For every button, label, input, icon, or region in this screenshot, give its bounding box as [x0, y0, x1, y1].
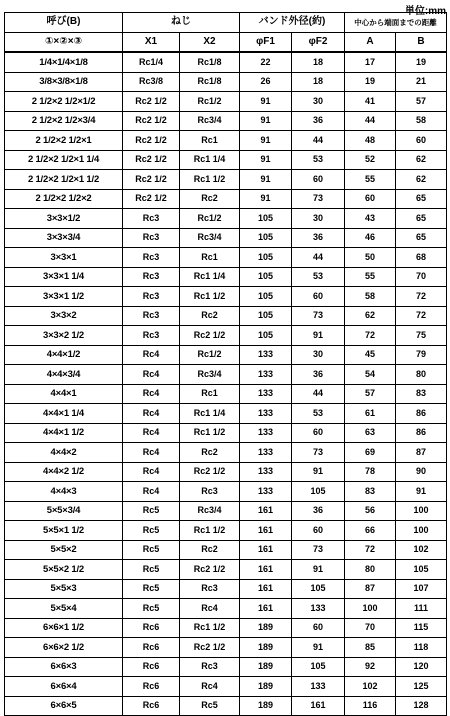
cell-f1: 22 [240, 52, 292, 72]
cell-name: 3×3×1 1/4 [5, 267, 123, 287]
cell-name: 6×6×4 [5, 677, 123, 697]
cell-a: 66 [345, 521, 396, 541]
table-row [5, 92, 447, 112]
cell-f1: 189 [240, 638, 292, 658]
cell-a: 46 [345, 228, 396, 248]
cell-a: 19 [345, 72, 396, 92]
cell-a: 61 [345, 404, 396, 424]
header-x1: X1 [123, 32, 180, 52]
cell-f2: 30 [292, 345, 345, 365]
cell-b: 100 [396, 521, 447, 541]
cell-b: 115 [396, 618, 447, 638]
table-row [5, 111, 447, 131]
cell-name: 4×4×1 1/2 [5, 423, 123, 443]
cell-b: 58 [396, 111, 447, 131]
cell-name: 5×5×4 [5, 599, 123, 619]
cell-x1: Rc2 1/2 [123, 189, 180, 209]
cell-x1: Rc6 [123, 677, 180, 697]
cell-b: 62 [396, 170, 447, 190]
table-row [5, 404, 447, 424]
cell-f1: 161 [240, 521, 292, 541]
table-row [5, 579, 447, 599]
header-name: 呼び(B) [5, 13, 123, 33]
cell-f2: 44 [292, 131, 345, 151]
cell-x2: Rc2 1/2 [180, 638, 240, 658]
cell-x2: Rc1 1/4 [180, 150, 240, 170]
cell-name: 5×5×1 1/2 [5, 521, 123, 541]
cell-x1: Rc4 [123, 482, 180, 502]
cell-b: 86 [396, 404, 447, 424]
cell-x2: Rc1 [180, 384, 240, 404]
table-row [5, 72, 447, 92]
cell-name: 4×4×3 [5, 482, 123, 502]
cell-x1: Rc2 1/2 [123, 111, 180, 131]
cell-name: 4×4×2 1/2 [5, 462, 123, 482]
cell-x2: Rc3/4 [180, 111, 240, 131]
cell-f1: 189 [240, 696, 292, 716]
cell-name: 1/4×1/4×1/8 [5, 52, 123, 72]
cell-f1: 133 [240, 404, 292, 424]
cell-x2: Rc3/4 [180, 365, 240, 385]
cell-a: 45 [345, 345, 396, 365]
cell-x2: Rc4 [180, 599, 240, 619]
table-row [5, 657, 447, 677]
cell-f1: 189 [240, 657, 292, 677]
header-b: B [396, 32, 447, 52]
cell-name: 6×6×2 1/2 [5, 638, 123, 658]
cell-x1: Rc5 [123, 521, 180, 541]
cell-f1: 105 [240, 267, 292, 287]
cell-f1: 189 [240, 618, 292, 638]
cell-name: 4×4×1/2 [5, 345, 123, 365]
cell-x1: Rc3 [123, 248, 180, 268]
cell-b: 125 [396, 677, 447, 697]
cell-f1: 189 [240, 677, 292, 697]
cell-f2: 133 [292, 599, 345, 619]
cell-x2: Rc2 [180, 306, 240, 326]
cell-a: 52 [345, 150, 396, 170]
cell-b: 65 [396, 228, 447, 248]
cell-f2: 60 [292, 521, 345, 541]
cell-x1: Rc1/4 [123, 52, 180, 72]
cell-x2: Rc2 1/2 [180, 560, 240, 580]
cell-f2: 44 [292, 384, 345, 404]
cell-f1: 91 [240, 92, 292, 112]
cell-a: 55 [345, 170, 396, 190]
cell-a: 43 [345, 209, 396, 229]
cell-f2: 133 [292, 677, 345, 697]
cell-f2: 91 [292, 326, 345, 346]
table-row [5, 306, 447, 326]
cell-b: 118 [396, 638, 447, 658]
table-row [5, 345, 447, 365]
cell-x2: Rc3 [180, 657, 240, 677]
cell-x1: Rc4 [123, 443, 180, 463]
cell-f2: 73 [292, 306, 345, 326]
cell-f2: 53 [292, 267, 345, 287]
cell-a: 54 [345, 365, 396, 385]
cell-b: 107 [396, 579, 447, 599]
cell-f2: 44 [292, 248, 345, 268]
cell-f2: 91 [292, 560, 345, 580]
cell-b: 75 [396, 326, 447, 346]
cell-b: 65 [396, 189, 447, 209]
cell-name: 3×3×1 1/2 [5, 287, 123, 307]
cell-f1: 105 [240, 287, 292, 307]
cell-x1: Rc2 1/2 [123, 131, 180, 151]
cell-x2: Rc2 [180, 540, 240, 560]
table-row [5, 677, 447, 697]
cell-f2: 105 [292, 579, 345, 599]
cell-a: 69 [345, 443, 396, 463]
cell-f2: 105 [292, 482, 345, 502]
cell-x2: Rc2 1/2 [180, 326, 240, 346]
cell-x2: Rc1 1/4 [180, 404, 240, 424]
cell-a: 100 [345, 599, 396, 619]
cell-a: 72 [345, 326, 396, 346]
cell-x2: Rc2 [180, 189, 240, 209]
cell-f2: 36 [292, 228, 345, 248]
cell-b: 65 [396, 209, 447, 229]
table-row [5, 560, 447, 580]
cell-f1: 105 [240, 306, 292, 326]
cell-f2: 73 [292, 189, 345, 209]
cell-x2: Rc2 1/2 [180, 462, 240, 482]
cell-x2: Rc3/4 [180, 228, 240, 248]
cell-f2: 60 [292, 618, 345, 638]
table-row [5, 170, 447, 190]
cell-b: 120 [396, 657, 447, 677]
cell-x2: Rc1 1/4 [180, 267, 240, 287]
cell-x2: Rc1 1/2 [180, 521, 240, 541]
cell-f1: 91 [240, 189, 292, 209]
cell-name: 2 1/2×2 1/2×3/4 [5, 111, 123, 131]
cell-x2: Rc3 [180, 482, 240, 502]
cell-f2: 36 [292, 111, 345, 131]
table-row [5, 599, 447, 619]
cell-x1: Rc6 [123, 657, 180, 677]
cell-b: 105 [396, 560, 447, 580]
cell-a: 17 [345, 52, 396, 72]
cell-x2: Rc1/8 [180, 72, 240, 92]
table-row [5, 521, 447, 541]
cell-a: 85 [345, 638, 396, 658]
cell-name: 3×3×2 1/2 [5, 326, 123, 346]
cell-name: 5×5×3/4 [5, 501, 123, 521]
header-band-diameter: バンド外径(約) [240, 13, 345, 33]
cell-f2: 36 [292, 501, 345, 521]
cell-f2: 53 [292, 150, 345, 170]
cell-x1: Rc2 1/2 [123, 92, 180, 112]
cell-b: 128 [396, 696, 447, 716]
cell-f1: 133 [240, 365, 292, 385]
cell-x1: Rc3 [123, 287, 180, 307]
cell-f2: 60 [292, 170, 345, 190]
cell-b: 68 [396, 248, 447, 268]
table-row [5, 365, 447, 385]
cell-name: 3/8×3/8×1/8 [5, 72, 123, 92]
cell-x1: Rc3 [123, 209, 180, 229]
cell-a: 78 [345, 462, 396, 482]
cell-x2: Rc3 [180, 579, 240, 599]
cell-a: 83 [345, 482, 396, 502]
cell-b: 91 [396, 482, 447, 502]
cell-x1: Rc4 [123, 462, 180, 482]
cell-f2: 60 [292, 287, 345, 307]
table-row [5, 287, 447, 307]
cell-f1: 133 [240, 462, 292, 482]
table-row [5, 540, 447, 560]
table-row [5, 482, 447, 502]
cell-name: 3×3×2 [5, 306, 123, 326]
cell-x1: Rc2 1/2 [123, 150, 180, 170]
cell-x1: Rc4 [123, 384, 180, 404]
cell-a: 57 [345, 384, 396, 404]
table-row [5, 443, 447, 463]
cell-x1: Rc4 [123, 404, 180, 424]
cell-f1: 105 [240, 209, 292, 229]
cell-b: 21 [396, 72, 447, 92]
cell-b: 57 [396, 92, 447, 112]
cell-x2: Rc1/2 [180, 345, 240, 365]
cell-a: 56 [345, 501, 396, 521]
cell-name: 6×6×1 1/2 [5, 618, 123, 638]
table-body [5, 52, 447, 716]
cell-b: 72 [396, 287, 447, 307]
cell-f1: 161 [240, 599, 292, 619]
cell-name: 2 1/2×2 1/2×2 [5, 189, 123, 209]
table-row [5, 248, 447, 268]
cell-f2: 53 [292, 404, 345, 424]
cell-f2: 30 [292, 92, 345, 112]
table-row [5, 638, 447, 658]
table-row [5, 618, 447, 638]
table-row [5, 384, 447, 404]
cell-x1: Rc6 [123, 638, 180, 658]
cell-a: 116 [345, 696, 396, 716]
cell-a: 58 [345, 287, 396, 307]
cell-x1: Rc4 [123, 365, 180, 385]
unit-label: 単位:mm [404, 6, 446, 17]
cell-f1: 105 [240, 248, 292, 268]
cell-a: 48 [345, 131, 396, 151]
cell-f1: 133 [240, 443, 292, 463]
cell-x1: Rc6 [123, 696, 180, 716]
cell-a: 62 [345, 306, 396, 326]
cell-f2: 105 [292, 657, 345, 677]
cell-x1: Rc5 [123, 599, 180, 619]
cell-f1: 161 [240, 540, 292, 560]
cell-f1: 161 [240, 579, 292, 599]
cell-x2: Rc1 1/2 [180, 170, 240, 190]
table-row [5, 209, 447, 229]
cell-name: 3×3×1 [5, 248, 123, 268]
cell-b: 100 [396, 501, 447, 521]
cell-x1: Rc5 [123, 579, 180, 599]
cell-f1: 91 [240, 111, 292, 131]
cell-f1: 105 [240, 326, 292, 346]
table-row [5, 501, 447, 521]
cell-x1: Rc4 [123, 423, 180, 443]
cell-name: 4×4×2 [5, 443, 123, 463]
cell-f1: 133 [240, 384, 292, 404]
cell-x2: Rc3/4 [180, 501, 240, 521]
cell-a: 80 [345, 560, 396, 580]
cell-a: 41 [345, 92, 396, 112]
cell-f2: 36 [292, 365, 345, 385]
cell-f2: 91 [292, 638, 345, 658]
cell-x1: Rc5 [123, 540, 180, 560]
cell-name: 4×4×1 [5, 384, 123, 404]
header-name-sub: ①×②×③ [5, 32, 123, 52]
cell-x2: Rc1 1/2 [180, 423, 240, 443]
header-row-sub [5, 32, 447, 52]
cell-f2: 18 [292, 52, 345, 72]
cell-b: 60 [396, 131, 447, 151]
cell-x2: Rc1 1/2 [180, 618, 240, 638]
cell-f2: 73 [292, 443, 345, 463]
cell-x1: Rc6 [123, 618, 180, 638]
header-center-distance: 中心から端面までの距離 [345, 13, 447, 33]
cell-b: 19 [396, 52, 447, 72]
cell-f1: 161 [240, 501, 292, 521]
cell-name: 2 1/2×2 1/2×1 1/2 [5, 170, 123, 190]
cell-f1: 133 [240, 482, 292, 502]
cell-x2: Rc1/2 [180, 209, 240, 229]
cell-name: 4×4×3/4 [5, 365, 123, 385]
cell-b: 62 [396, 150, 447, 170]
cell-f1: 26 [240, 72, 292, 92]
cell-x1: Rc3 [123, 267, 180, 287]
cell-x2: Rc1 1/2 [180, 287, 240, 307]
cell-x1: Rc3 [123, 326, 180, 346]
table-row [5, 696, 447, 716]
cell-a: 50 [345, 248, 396, 268]
cell-name: 5×5×3 [5, 579, 123, 599]
cell-a: 102 [345, 677, 396, 697]
cell-x1: Rc5 [123, 501, 180, 521]
cell-x1: Rc3 [123, 228, 180, 248]
cell-b: 83 [396, 384, 447, 404]
cell-name: 3×3×1/2 [5, 209, 123, 229]
cell-x1: Rc4 [123, 345, 180, 365]
cell-f1: 105 [240, 228, 292, 248]
header-x2: X2 [180, 32, 240, 52]
dimension-table [4, 12, 447, 716]
cell-f2: 73 [292, 540, 345, 560]
cell-f2: 60 [292, 423, 345, 443]
cell-a: 72 [345, 540, 396, 560]
cell-a: 60 [345, 189, 396, 209]
table-header [5, 13, 447, 53]
cell-b: 102 [396, 540, 447, 560]
cell-a: 87 [345, 579, 396, 599]
cell-f2: 91 [292, 462, 345, 482]
cell-x1: Rc5 [123, 560, 180, 580]
cell-f2: 30 [292, 209, 345, 229]
cell-x2: Rc1/8 [180, 52, 240, 72]
table-row [5, 423, 447, 443]
cell-b: 86 [396, 423, 447, 443]
cell-b: 72 [396, 306, 447, 326]
cell-b: 111 [396, 599, 447, 619]
table-row [5, 267, 447, 287]
header-row-top [5, 13, 447, 33]
cell-x2: Rc1 [180, 248, 240, 268]
cell-f1: 133 [240, 423, 292, 443]
table-row [5, 131, 447, 151]
cell-b: 90 [396, 462, 447, 482]
cell-name: 6×6×3 [5, 657, 123, 677]
header-a: A [345, 32, 396, 52]
header-f2: φF2 [292, 32, 345, 52]
cell-x2: Rc4 [180, 677, 240, 697]
cell-name: 6×6×5 [5, 696, 123, 716]
cell-f1: 91 [240, 131, 292, 151]
cell-a: 70 [345, 618, 396, 638]
cell-name: 5×5×2 [5, 540, 123, 560]
cell-x2: Rc2 [180, 443, 240, 463]
cell-f1: 133 [240, 345, 292, 365]
cell-b: 79 [396, 345, 447, 365]
cell-f1: 91 [240, 170, 292, 190]
cell-x2: Rc1/2 [180, 92, 240, 112]
cell-x1: Rc3 [123, 306, 180, 326]
cell-name: 4×4×1 1/4 [5, 404, 123, 424]
cell-a: 44 [345, 111, 396, 131]
cell-f2: 18 [292, 72, 345, 92]
cell-name: 2 1/2×2 1/2×1 1/4 [5, 150, 123, 170]
cell-b: 87 [396, 443, 447, 463]
table-row [5, 462, 447, 482]
cell-b: 70 [396, 267, 447, 287]
cell-a: 92 [345, 657, 396, 677]
cell-name: 5×5×2 1/2 [5, 560, 123, 580]
header-screw: ねじ [123, 13, 240, 33]
cell-name: 2 1/2×2 1/2×1/2 [5, 92, 123, 112]
cell-x1: Rc2 1/2 [123, 170, 180, 190]
cell-a: 55 [345, 267, 396, 287]
cell-name: 2 1/2×2 1/2×1 [5, 131, 123, 151]
table-row [5, 189, 447, 209]
cell-x1: Rc3/8 [123, 72, 180, 92]
table-row [5, 150, 447, 170]
table-row [5, 228, 447, 248]
cell-x2: Rc5 [180, 696, 240, 716]
cell-f2: 161 [292, 696, 345, 716]
cell-x2: Rc1 [180, 131, 240, 151]
cell-a: 63 [345, 423, 396, 443]
cell-name: 3×3×3/4 [5, 228, 123, 248]
header-f1: φF1 [240, 32, 292, 52]
cell-f1: 161 [240, 560, 292, 580]
table-row [5, 326, 447, 346]
table-row [5, 52, 447, 72]
cell-f1: 91 [240, 150, 292, 170]
cell-b: 80 [396, 365, 447, 385]
